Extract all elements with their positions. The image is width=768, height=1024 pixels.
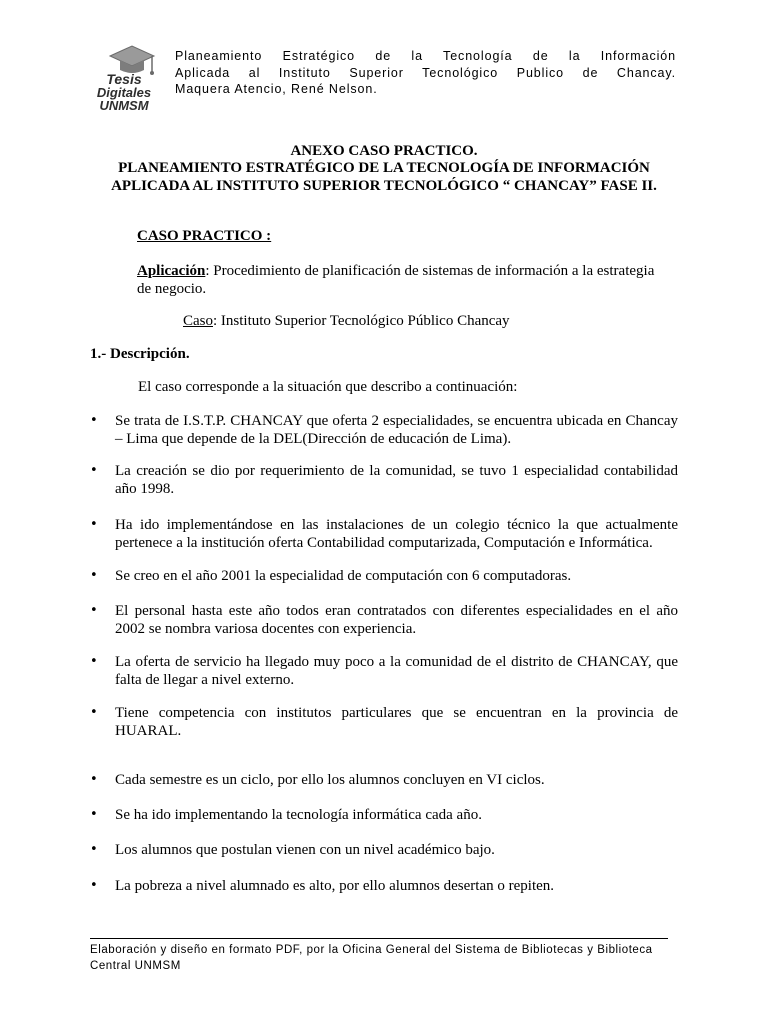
bullet-text: Cada semestre es un ciclo, por ello los alumnos concluyen en VI ciclos. [115,772,545,788]
logo-line-3: UNMSM [99,98,149,113]
running-header [175,48,676,98]
aplicacion-text: : Procedimiento de planificación de sistemas de información a la estrategia de negocio. [137,263,655,297]
bullet-text: La oferta de servicio ha llegado muy poco a la comunidad de el distrito de CHANCAY, que falta de llegar a nivel externo. [115,654,678,688]
bullet-item [90,462,678,498]
title-line-3: APLICADA AL INSTITUTO SUPERIOR TECNOLÓGICO “ CHANCAY” FASE II. [111,178,657,194]
bullet-text: Los alumnos que postulan vienen con un nivel académico bajo. [115,842,495,858]
bullet-text: Se ha ido implementando la tecnología informática cada año. [115,807,482,823]
bullet-icon: • [90,568,98,583]
bullet-item [90,704,678,740]
bullet-item [90,412,678,448]
bullet-icon: • [90,878,98,893]
aplicacion-label: Aplicación [137,263,206,279]
caso-paragraph [183,312,510,330]
bullet-item [90,771,678,789]
bullet-icon: • [90,705,98,720]
bullet-item [90,567,678,585]
descripcion-intro: El caso corresponde a la situación que describo a continuación: [138,379,518,395]
bullet-text: Tiene competencia con institutos particulares que se encuentran en la provincia de HUARAL. [115,705,678,739]
bullet-item [90,877,678,895]
bullet-item [90,602,678,638]
bullet-icon: • [90,603,98,618]
bullet-icon: • [90,517,98,532]
bullet-item [90,806,678,824]
bullet-icon: • [90,463,98,478]
bullet-icon: • [90,842,98,857]
header-line-2: Aplicada al Instituto Superior Tecnológico Publico de Chancay. [175,65,676,80]
caso-label: Caso [183,313,213,329]
bullet-text: Ha ido implementándose en las instalaciones de un colegio técnico la que actualmente pertenece a la institución oferta Contabilidad computarizada, Computación e Informática. [115,517,678,551]
bullet-text: El personal hasta este año todos eran contratados con diferentes especialidades en el año 2002 se nombra variosa docentes con experiencia. [115,603,678,637]
bullet-item [90,516,678,552]
bullet-item [90,841,678,859]
bullet-text: La creación se dio por requerimiento de la comunidad, se tuvo 1 especialidad contabilidad año 1998. [115,463,678,497]
section-heading: CASO PRACTICO : [137,228,272,244]
logo-line-2: Digitales [96,85,152,100]
bullet-text: La pobreza a nivel alumnado es alto, por ello alumnos desertan o repiten. [115,878,555,894]
footer-text: Elaboración y diseño en formato PDF, por la Oficina General del Sistema de Bibliotecas y Biblioteca Central UNMSM [90,944,653,972]
aplicacion-paragraph [137,262,657,298]
tesis-digitales-logo [88,40,160,116]
bullet-icon: • [90,654,98,669]
bullet-item [90,653,678,689]
descripcion-heading: 1.- Descripción. [90,346,190,362]
logo-line-1: Tesis [106,71,142,87]
header-line-1: Planeamiento Estratégico de la Tecnología de la Información [175,49,676,63]
title-line-1: ANEXO CASO PRACTICO. [290,143,478,159]
bullet-text: Se creo en el año 2001 la especialidad de computación con 6 computadoras. [115,568,572,584]
bullet-icon: • [90,807,98,822]
bullet-text: Se trata de I.S.T.P. CHANCAY que oferta 2 especialidades, se encuentra ubicada en Chancay – Lima que depende de la DEL(Dirección de educación de Lima). [115,413,678,447]
bullet-icon: • [90,413,98,428]
title-line-2: PLANEAMIENTO ESTRATÉGICO DE LA TECNOLOGÍA DE INFORMACIÓN [118,160,650,176]
footer-divider [90,938,668,939]
header-line-3: Maquera Atencio, René Nelson. [175,82,378,96]
caso-text: : Instituto Superior Tecnológico Público Chancay [213,313,510,329]
bullet-icon: • [90,772,98,787]
